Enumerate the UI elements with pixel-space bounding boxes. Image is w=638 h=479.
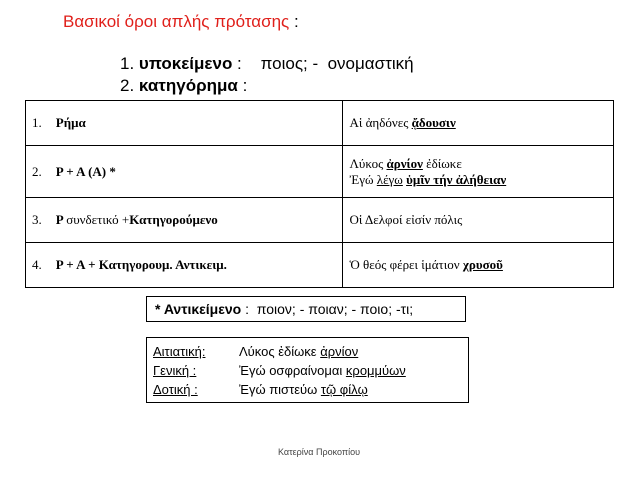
case-highlight: κρομμύων: [345, 363, 406, 378]
predicate-rest: :: [237, 76, 248, 95]
example-text: Λύκος: [349, 155, 387, 171]
case-highlight: τῷ φίλῳ: [320, 382, 368, 397]
row-label: [26, 146, 343, 198]
example-text: Ὁ θεός φέρει ἱμάτιον: [349, 257, 463, 272]
case-row: [153, 380, 462, 399]
row-label-text: Ρ + Α (Α) *: [55, 163, 116, 179]
example-text: Αἱ ἀηδόνες: [349, 115, 412, 130]
row-number: 1.: [32, 115, 42, 130]
case-label: Δοτική :: [153, 382, 198, 397]
cases-box: [146, 337, 469, 403]
object-term: * Αντικείμενο: [155, 301, 242, 317]
row-example: [343, 243, 614, 288]
table-row: [26, 198, 614, 243]
predicate-term: κατηγόρημα: [138, 76, 238, 95]
subject-term: υποκείμενο: [138, 54, 233, 73]
case-label: Αιτιατική:: [153, 344, 206, 359]
example-highlight: χρυσοῦ: [462, 257, 503, 272]
case-example: Λύκος ἐδίωκε: [239, 344, 321, 359]
table-row: [26, 146, 614, 198]
title-text: Βασικοί όροι απλής πρότασης: [63, 12, 290, 31]
example-line: [349, 156, 607, 172]
title-colon: :: [289, 12, 299, 31]
case-row: [153, 342, 462, 361]
row-number: 4.: [32, 257, 42, 272]
row-label-text: Ρήμα: [55, 115, 86, 130]
case-label: Γενική :: [153, 363, 197, 378]
row-label: [26, 101, 343, 146]
row-label-text: Κατηγορούμενο: [129, 212, 218, 227]
row-label-text: συνδετικό +: [66, 212, 130, 227]
subject-num: 1.: [120, 54, 135, 73]
example-text: ἐδίωκε: [422, 155, 462, 171]
row-label: [26, 243, 343, 288]
row-example: [343, 198, 614, 243]
case-highlight: ἀρνίον: [320, 344, 359, 359]
example-line: [349, 172, 607, 188]
row-example: [343, 101, 614, 146]
subject-line: [120, 54, 414, 74]
case-example: Ἐγώ πιστεύω: [239, 382, 321, 397]
object-definition-box: [146, 296, 466, 322]
row-label: [26, 198, 343, 243]
predicate-line: [120, 76, 247, 96]
case-example: Ἐγώ οσφραίνομαι: [239, 363, 346, 378]
row-number: 2.: [32, 163, 42, 179]
example-text: Ἐγώ: [349, 171, 377, 187]
table-row: [26, 101, 614, 146]
predicate-num: 2.: [120, 76, 135, 95]
example-text: Οἱ Δελφοί εἰσίν πόλις: [349, 212, 463, 227]
row-number: 3.: [32, 212, 42, 227]
sentence-types-table: [25, 100, 614, 288]
footer-author: Κατερίνα Προκοπίου: [277, 447, 360, 457]
row-example: [343, 146, 614, 198]
table-row: [26, 243, 614, 288]
row-label-text: Ρ + Α + Κατηγορουμ. Αντικειμ.: [55, 257, 227, 272]
example-highlight: ὑμῖν τήν ἀλήθειαν: [406, 171, 507, 187]
object-questions: : ποιον; - ποιαν; - ποιο; -τι;: [241, 301, 414, 317]
row-label-text: Ρ: [55, 212, 67, 227]
subject-rest: : ποιος; - ονομαστική: [232, 54, 414, 73]
example-highlight: λέγω: [376, 171, 403, 187]
case-row: [153, 361, 462, 380]
example-highlight: ἀρνίον: [386, 155, 423, 171]
page-title: [63, 12, 299, 32]
example-highlight: ᾄδουσιν: [411, 115, 456, 130]
